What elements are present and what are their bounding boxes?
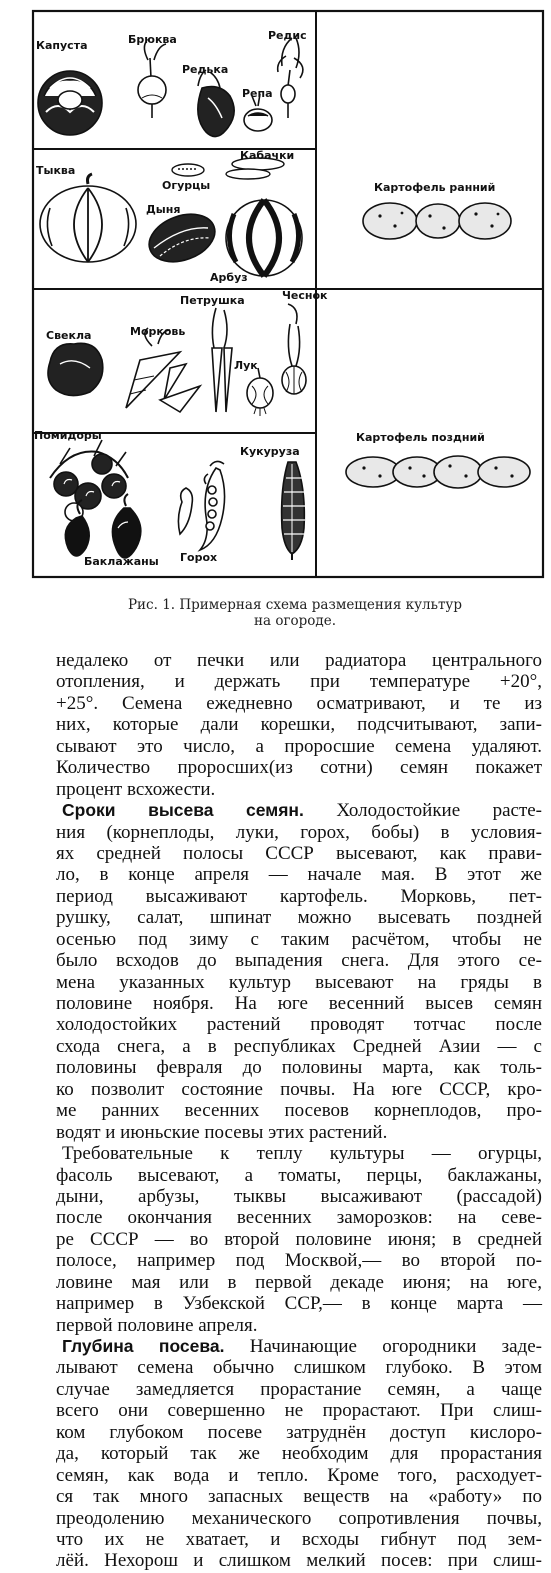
text-line: было всходов до выпадения снега. Для этого се- [56,950,542,972]
text-line: Количество проросших(из сотни) семян покажет [56,757,542,779]
section-heading-sowing-depth: Глубина посева. [62,1336,225,1356]
paragraph-heading-line [56,800,542,821]
text-line: всего они совершенно не прорастают. При слиш- [56,1400,542,1422]
label-cucumbers: Огурцы [162,179,211,192]
label-peas: Горох [180,551,218,564]
text-line: осенью под зиму с таким расчётом, чтобы не [56,928,542,950]
corn-drawing [282,462,305,560]
label-watermelon: Арбуз [210,271,248,284]
text-line: сывают это число, а проросшие семена удаляют. [56,735,542,757]
cabbage-drawing [38,71,102,135]
label-parsley: Петрушка [180,294,245,307]
label-radish-black: Редька [182,63,229,76]
text-line: отопления, и держать при температуре +20°, [56,671,542,693]
caption-line: Рис. 1. Примерная схема размещения культур [127,597,463,613]
text-line: преодолению механического сопротивления почвы, [56,1507,542,1529]
text-line: недалеко от печки или радиатора центрального [56,650,542,671]
tomatoes-drawing [50,440,128,521]
text-run: Холодостойкие расте- [336,800,543,822]
text-line: что их не хватает, и всходы гибнут под зем- [56,1528,542,1550]
text-line: рушку, салат, шпинат можно высевать поздней [56,907,542,929]
text-line: холодостойких растений проводят тотчас после [56,1014,542,1036]
label-zucchini: Кабачки [240,149,295,162]
body-text [56,650,542,1572]
label-turnip: Репа [242,87,273,100]
text-line: ре СССР — во второй половине июня; в средней [56,1228,542,1250]
text-line: ме ранних весенних посевов корнеплодов, про- [56,1100,542,1122]
text-line: да, который так же необходим для прорастания [56,1443,542,1465]
text-line: первой половине апреля. [56,1314,258,1336]
text-line: них, которые дали корешки, подсчитывают, запи- [56,714,542,736]
text-line: после окончания весенних заморозков: на севе- [56,1207,542,1229]
text-line: ния (корнеплоды, луки, горох, бобы) в условия- [56,821,542,843]
label-early-potatoes: Картофель ранний [374,181,496,194]
text-line: схода снега, а в республиках Средней Азии — с [56,1035,542,1057]
text-line: +25°. Семена ежедневно осматривают, и те из [56,692,542,714]
radish-black-drawing [198,70,234,137]
label-corn: Кукуруза [240,445,300,458]
label-radish: Редис [268,29,307,42]
text-line: дыни, арбузы, тыквы высаживают (рассадой) [56,1185,542,1207]
cucumbers-drawing [172,164,204,176]
text-line: фасоль высевают, а томаты, перцы, баклажаны, [56,1164,542,1186]
swede-drawing [138,42,166,118]
parsley-drawing [212,308,232,412]
label-onion: Лук [234,359,258,372]
text-line: полосе, например под Москвой,— во второй по- [56,1250,542,1272]
text-line: лывают семена обычно слишком глубоко. В этом [56,1357,542,1379]
text-line: ком глубоком посеве затруднён доступ кислоро- [56,1421,542,1443]
red-radish-drawing [278,38,303,118]
onion-drawing [247,368,273,416]
label-late-potatoes: Картофель поздний [356,431,485,444]
text-line: ях средней полосы СССР высевают, как прави- [56,842,542,864]
label-beet: Свекла [46,329,92,342]
label-eggplants: Баклажаны [84,555,159,568]
text-line: половине ноября. На юге весенний высев семян [56,993,542,1014]
text-line: ло, в конце апреля — начале мая. В этот же [56,864,542,886]
text-line: половины февраля до половины марта, как толь- [56,1057,542,1079]
watermelon-drawing [226,200,302,276]
text-line: ловине мая или в первой декаде июня; на юге, [56,1271,542,1293]
beet-drawing [48,343,103,395]
peas-drawing [178,461,224,550]
text-line: ко позволит состояние почвы. На юге СССР, кро- [56,1078,542,1100]
caption-line: на огороде. [253,613,337,629]
text-line: например в Узбекской ССР,— в конце марта — [56,1293,542,1315]
text-line: период высаживают картофель. Морковь, пет- [56,885,542,907]
text-line: водят и июньские посевы этих растений. [56,1121,388,1143]
label-swede: Брюква [128,33,177,46]
text-line: семян, как вода и тепло. Кроме того, расходует- [56,1464,542,1486]
carrot-drawing [126,325,200,412]
text-run: Начинающие огородники заде- [249,1336,542,1357]
garlic-drawing [282,304,306,394]
text-line: Требовательные к теплу культуры — огурцы, [62,1143,542,1165]
text-line: лёй. Нехорош и слишком мелкий посев: при слиш- [56,1550,542,1572]
text-line: мена указанных культур высевают на гряды в [56,971,542,993]
early-potatoes-drawing [363,203,511,239]
text-line: процент всхожести. [56,778,216,800]
text-line: ся так много запасных веществ на «работу» по [56,1486,542,1508]
label-melon: Дыня [146,203,181,216]
text-line: случае замедляется прорастание семян, а чаще [56,1378,542,1400]
paragraph-heading-line [56,1336,542,1357]
late-potatoes-drawing [346,456,530,488]
label-cabbage: Капуста [36,39,88,52]
label-garlic: Чеснок [282,289,328,302]
pumpkin-drawing [40,174,136,262]
label-pumpkin: Тыква [36,164,76,177]
figure-caption [60,597,530,629]
label-tomatoes: Помидоры [34,429,102,442]
garden-layout-figure [30,8,550,582]
section-heading-sowing-dates: Сроки высева семян. [62,800,304,821]
label-carrot: Морковь [130,325,186,338]
